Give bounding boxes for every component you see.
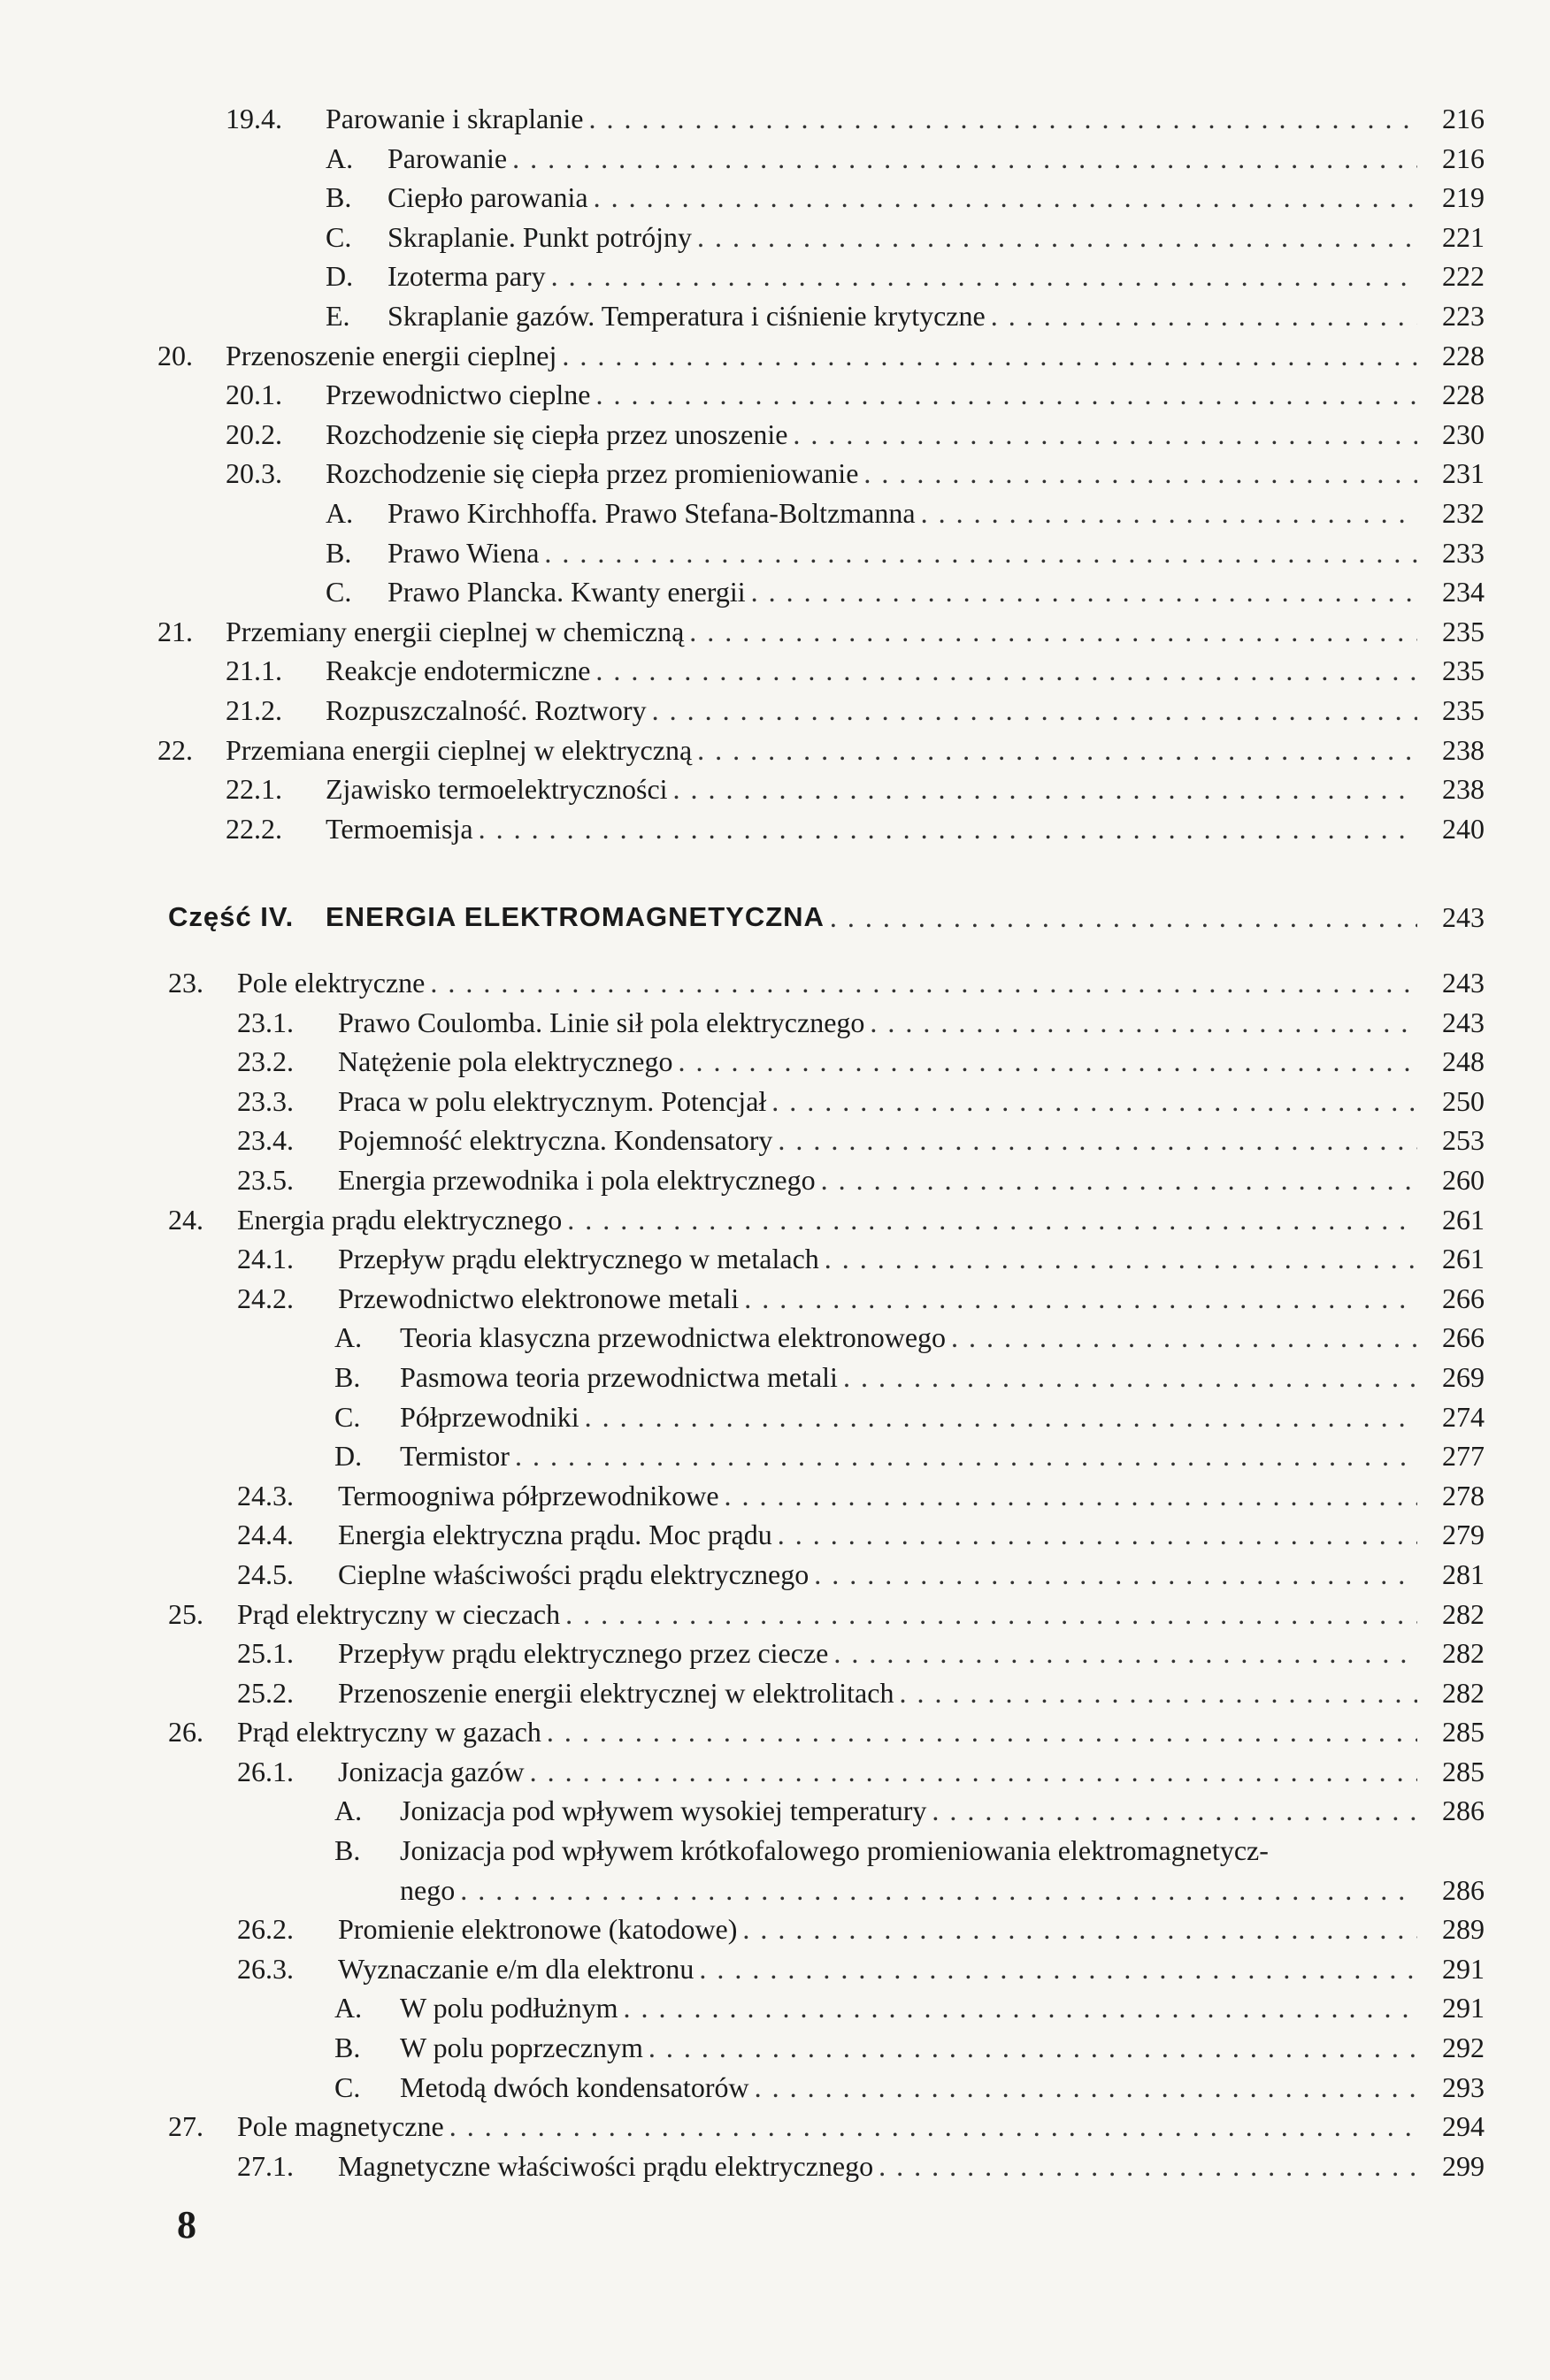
dot-leader: [684, 612, 1417, 652]
toc-entry-page: 253: [1442, 1124, 1485, 1157]
toc-entry-number: 23.3.: [237, 1084, 294, 1117]
toc-entry: [0, 1003, 1550, 1043]
toc-entry: [0, 1871, 1550, 1910]
toc-entry-title: Półprzewodniki: [400, 1400, 579, 1433]
toc-entry-number: A.: [334, 1795, 363, 1827]
toc-entry-page: 282: [1442, 1676, 1485, 1709]
toc-entry-number: C.: [334, 1400, 361, 1433]
toc-entry-page: 238: [1442, 733, 1485, 766]
toc-entry-title: Magnetyczne właściwości prądu elektrycznego: [338, 2149, 874, 2182]
toc-entry-number: 20.2.: [226, 417, 282, 450]
toc-entry: [0, 494, 1550, 533]
dot-leader: [525, 1752, 1417, 1792]
dot-leader: [455, 1871, 1417, 1910]
toc-entry-title: Pole elektryczne: [237, 967, 426, 999]
toc-entry-title: Energia przewodnika i pola elektrycznego: [338, 1163, 816, 1196]
toc-entry-title: Zjawisko termoelektryczności: [326, 773, 668, 806]
toc-entry-page: 292: [1442, 2032, 1485, 2064]
toc-entry: [0, 731, 1550, 770]
toc-part-heading: [0, 891, 1550, 944]
toc-entry-page: 240: [1442, 812, 1485, 845]
toc-entry-title: Przemiany energii cieplnej w chemiczną: [226, 615, 685, 647]
dot-leader: [816, 1160, 1417, 1200]
toc-entry-page: 235: [1442, 615, 1485, 647]
toc-entry-page: 250: [1442, 1084, 1485, 1117]
dot-leader: [643, 2028, 1417, 2068]
toc-entry-title: Termoemisja: [326, 812, 473, 845]
toc-entry-number: 25.: [168, 1597, 203, 1630]
toc-entry-title: Pole magnetyczne: [237, 2110, 444, 2143]
dot-leader: [787, 415, 1417, 455]
toc-entry-title: Cieplne właściwości prądu elektrycznego: [338, 1557, 810, 1590]
toc-entry-page: 231: [1442, 457, 1485, 490]
toc-entry-page: 233: [1442, 536, 1485, 569]
toc-entry-number: 23.: [168, 967, 203, 999]
toc-entry-page: 222: [1442, 260, 1485, 293]
dot-leader: [546, 256, 1417, 296]
toc-entry-page: 223: [1442, 299, 1485, 332]
toc-entry: [0, 651, 1550, 691]
toc-entry: [0, 1791, 1550, 1831]
toc-entry: [0, 769, 1550, 809]
toc-entry-page: 291: [1442, 1992, 1485, 2024]
toc-entry-page: 216: [1442, 142, 1485, 174]
page-number: 8: [177, 2203, 196, 2246]
toc-entry: [0, 1476, 1550, 1516]
toc-entry: [0, 1160, 1550, 1200]
toc-entry-title: Prawo Wiena: [388, 536, 540, 569]
toc-entry-number: E.: [326, 299, 350, 332]
toc-entry: [0, 809, 1550, 849]
dot-leader: [473, 809, 1417, 849]
toc-entry-number: B.: [334, 2032, 361, 2064]
toc-entry-number: 27.: [168, 2110, 203, 2143]
toc-entry-title: Praca w polu elektrycznym. Potencjał: [338, 1084, 767, 1117]
dot-leader: [556, 336, 1417, 376]
toc-entry: [0, 1279, 1550, 1319]
toc-entry-title: Izoterma pary: [388, 260, 546, 293]
toc-entry-page: 285: [1442, 1755, 1485, 1787]
toc-entry: [0, 415, 1550, 455]
toc-entry-number: A.: [334, 1992, 363, 2024]
toc-entry-number: 21.1.: [226, 654, 282, 687]
toc-entry-number: 24.1.: [237, 1243, 294, 1275]
dot-leader: [737, 1909, 1417, 1949]
toc-entry: [0, 691, 1550, 731]
toc-entry-page: 235: [1442, 693, 1485, 726]
toc-entry-number: 23.1.: [237, 1006, 294, 1038]
toc-entry: [0, 2107, 1550, 2147]
toc-entry-page: 260: [1442, 1163, 1485, 1196]
dot-leader: [583, 99, 1417, 139]
toc-entry-title: nego: [400, 1873, 456, 1906]
toc-entry-title: Rozchodzenie się ciepła przez unoszenie: [326, 417, 788, 450]
toc-section-part-iii: [0, 99, 1550, 848]
toc-entry-page: 282: [1442, 1637, 1485, 1670]
toc-entry-title: Jonizacja pod wpływem wysokiej temperatury: [400, 1795, 927, 1827]
toc-entry-number: 26.3.: [237, 1952, 294, 1985]
toc-entry-title: Rozchodzenie się ciepła przez promieniowanie: [326, 457, 859, 490]
toc-entry-page: 238: [1442, 773, 1485, 806]
toc-entry-number: 22.1.: [226, 773, 282, 806]
toc-entry-title: Natężenie pola elektrycznego: [338, 1045, 673, 1078]
toc-entry: [0, 533, 1550, 573]
dot-leader: [746, 572, 1417, 612]
toc-entry-page: 261: [1442, 1243, 1485, 1275]
dot-leader: [986, 296, 1417, 336]
dot-leader: [541, 1712, 1417, 1752]
toc-entry: [0, 2028, 1550, 2068]
toc-entry-page: 294: [1442, 2110, 1485, 2143]
toc-entry-number: 24.2.: [237, 1282, 294, 1314]
toc-entry-title: Termoogniwa półprzewodnikowe: [338, 1479, 719, 1511]
dot-leader: [579, 1397, 1417, 1437]
toc-entry-page: 261: [1442, 1203, 1485, 1236]
toc-entry-number: B.: [334, 1834, 361, 1867]
dot-leader: [618, 1988, 1418, 2028]
toc-entry-title: Rozpuszczalność. Roztwory: [326, 693, 647, 726]
toc-entry-number: B.: [326, 536, 352, 569]
toc-entry-title: Pojemność elektryczna. Kondensatory: [338, 1124, 773, 1157]
dot-leader: [873, 2147, 1417, 2186]
toc-entry-number: C.: [326, 576, 352, 608]
dot-leader: [772, 1121, 1417, 1160]
part-page: 243: [1442, 901, 1485, 933]
toc-entry-page: 221: [1442, 220, 1485, 253]
toc-entry-number: 23.5.: [237, 1163, 294, 1196]
toc-entry-number: 25.2.: [237, 1676, 294, 1709]
toc-entry-title: Promienie elektronowe (katodowe): [338, 1913, 738, 1946]
toc-entry-number: 27.1.: [237, 2149, 294, 2182]
toc-entry: [0, 1200, 1550, 1240]
toc-entry-page: 281: [1442, 1557, 1485, 1590]
toc-entry-page: 286: [1442, 1795, 1485, 1827]
toc-entry: [0, 1673, 1550, 1713]
toc-entry-number: D.: [326, 260, 354, 293]
dot-leader: [692, 218, 1417, 257]
toc-entry: [0, 1239, 1550, 1279]
toc-entry-number: 23.4.: [237, 1124, 294, 1157]
toc-entry: [0, 1988, 1550, 2028]
dot-leader: [590, 375, 1417, 415]
toc-entry-number: 24.3.: [237, 1479, 294, 1511]
toc-entry-number: 22.2.: [226, 812, 282, 845]
toc-section-part-iv: [0, 963, 1550, 2185]
toc-entry-page: 285: [1442, 1716, 1485, 1749]
toc-entry: [0, 572, 1550, 612]
toc-entry-number: 26.1.: [237, 1755, 294, 1787]
toc-entry-page: 230: [1442, 417, 1485, 450]
dot-leader: [507, 139, 1417, 179]
toc-entry-title: W polu poprzecznym: [400, 2032, 643, 2064]
dot-leader: [560, 1595, 1417, 1634]
toc-entry-page: 279: [1442, 1519, 1485, 1551]
toc-entry-number: 21.: [157, 615, 193, 647]
toc-entry-page: 234: [1442, 576, 1485, 608]
toc-entry-number: 23.2.: [237, 1045, 294, 1078]
toc-entry-title: Termistor: [400, 1440, 510, 1473]
toc-entry-number: D.: [334, 1440, 363, 1473]
toc-entry-title: Skraplanie gazów. Temperatura i ciśnienie krytyczne: [388, 299, 986, 332]
toc-entry-title: Ciepło parowania: [388, 181, 588, 214]
dot-leader: [694, 1949, 1417, 1989]
toc-entry-title: Jonizacja gazów: [338, 1755, 525, 1787]
dot-leader: [588, 178, 1417, 218]
dot-leader: [766, 1082, 1417, 1121]
part-label: Część IV.: [168, 901, 295, 932]
toc-entry: [0, 296, 1550, 336]
dot-leader: [819, 1239, 1417, 1279]
dot-leader: [539, 533, 1417, 573]
toc-entry-title: Prawo Coulomba. Linie sił pola elektrycznego: [338, 1006, 865, 1038]
dot-leader: [809, 1555, 1417, 1595]
toc-entry-page: 289: [1442, 1913, 1485, 1946]
toc-entry: [0, 1082, 1550, 1121]
toc-entry-title: Przemiana energii cieplnej w elektryczną: [226, 733, 693, 766]
dot-leader: [772, 1515, 1417, 1555]
toc-entry-number: 24.5.: [237, 1557, 294, 1590]
toc-entry-number: B.: [326, 181, 352, 214]
toc-entry: [0, 139, 1550, 179]
toc-entry-page: 277: [1442, 1440, 1485, 1473]
dot-leader: [864, 1003, 1417, 1043]
toc-entry: [0, 1712, 1550, 1752]
part-title: ENERGIA ELEKTROMAGNETYCZNA: [326, 901, 825, 932]
toc-entry: [0, 1595, 1550, 1634]
dot-leader: [647, 691, 1417, 731]
toc-entry-title: Parowanie i skraplanie: [326, 103, 584, 134]
toc-entry-page: 269: [1442, 1360, 1485, 1393]
toc-entry: [0, 218, 1550, 257]
dot-leader: [510, 1436, 1417, 1476]
toc-entry-title: Energia prądu elektrycznego: [237, 1203, 563, 1236]
toc-entry-page: 248: [1442, 1045, 1485, 1078]
toc-entry: [0, 1909, 1550, 1949]
toc-entry-page: 228: [1442, 379, 1485, 411]
toc-entry: [0, 99, 1550, 139]
toc-entry: [0, 454, 1550, 494]
toc-entry-title: Energia elektryczna prądu. Moc prądu: [338, 1519, 772, 1551]
toc-entry-title: W polu podłużnym: [400, 1992, 618, 2024]
toc-entry-number: 20.: [157, 339, 193, 371]
toc-entry-page: 243: [1442, 967, 1485, 999]
toc-entry-title: Teoria klasyczna przewodnictwa elektronowego: [400, 1321, 947, 1354]
toc-entry: [0, 963, 1550, 1003]
toc-entry: [0, 1318, 1550, 1358]
dot-leader: [425, 963, 1417, 1003]
toc-entry-page: 228: [1442, 339, 1485, 371]
toc-entry-title: Metodą dwóch kondensatorów: [400, 2070, 749, 2103]
toc-entry-number: C.: [334, 2070, 361, 2103]
toc-entry-number: A.: [326, 142, 354, 174]
toc-entry-title: Wyznaczanie e/m dla elektronu: [338, 1952, 694, 1985]
toc-entry: [0, 2147, 1550, 2186]
toc-entry-number: 20.1.: [226, 379, 282, 411]
toc-entry-number: A.: [326, 496, 354, 529]
dot-leader: [828, 1634, 1417, 1673]
toc-entry-number: B.: [334, 1360, 361, 1393]
toc-entry-title: Przewodnictwo cieplne: [326, 379, 591, 411]
toc-entry-title: Prąd elektryczny w cieczach: [237, 1597, 561, 1630]
dot-leader: [719, 1476, 1417, 1516]
dot-leader: [590, 651, 1417, 691]
toc-entry: [0, 1949, 1550, 1989]
toc-entry-title: Jonizacja pod wpływem krótkofalowego promieniowania elektromagnetycz-: [400, 1834, 1269, 1867]
toc-entry: [0, 336, 1550, 376]
toc-entry-number: 24.: [168, 1203, 203, 1236]
toc-entry: [0, 1121, 1550, 1160]
toc-entry-title: Prąd elektryczny w gazach: [237, 1716, 541, 1749]
toc-entry-title: Przewodnictwo elektronowe metali: [338, 1282, 740, 1314]
toc-entry: [0, 1042, 1550, 1082]
toc-entry-number: A.: [334, 1321, 363, 1354]
toc-entry-page: 286: [1442, 1873, 1485, 1906]
dot-leader: [894, 1673, 1417, 1713]
dot-leader: [668, 769, 1417, 809]
toc-entry-page: 216: [1442, 103, 1485, 134]
toc-entry-title: Przepływ prądu elektrycznego przez ciecze: [338, 1637, 829, 1670]
dot-leader: [444, 2107, 1417, 2147]
toc-entry-number: 26.: [168, 1716, 203, 1749]
toc-entry-title: Parowanie: [388, 142, 508, 174]
toc-entry-title: Skraplanie. Punkt potrójny: [388, 220, 692, 253]
toc-entry-page: 235: [1442, 654, 1485, 687]
toc-entry-title: Prawo Kirchhoffa. Prawo Stefana-Boltzmanna: [388, 496, 916, 529]
dot-leader: [562, 1200, 1417, 1240]
toc-entry-page: 282: [1442, 1597, 1485, 1630]
dot-leader: [672, 1042, 1417, 1082]
toc-entry-number: 24.4.: [237, 1519, 294, 1551]
dot-leader: [926, 1791, 1417, 1831]
toc-entry-title: Przenoszenie energii cieplnej: [226, 339, 557, 371]
dot-leader: [749, 2068, 1417, 2108]
toc-entry-title: Pasmowa teoria przewodnictwa metali: [400, 1360, 838, 1393]
toc-entry: [0, 1358, 1550, 1397]
toc-entry-number: 20.3.: [226, 457, 282, 490]
toc-entry-page: 232: [1442, 496, 1485, 529]
toc-entry-title: Przepływ prądu elektrycznego w metalach: [338, 1243, 819, 1275]
toc-entry: [0, 1515, 1550, 1555]
toc-entry-title: Przenoszenie energii elektrycznej w elektrolitach: [338, 1676, 894, 1709]
toc-entry: [0, 1634, 1550, 1673]
dot-leader: [825, 891, 1417, 944]
toc-entry-page: 293: [1442, 2070, 1485, 2103]
toc-entry-title: Reakcje endotermiczne: [326, 654, 591, 687]
toc-entry-number: C.: [326, 220, 352, 253]
toc-entry-number: 19.4.: [226, 103, 282, 134]
toc-entry-page: 299: [1442, 2149, 1485, 2182]
toc-entry: [0, 1752, 1550, 1792]
dot-leader: [858, 454, 1417, 494]
toc-entry-number: 22.: [157, 733, 193, 766]
toc-entry: [0, 178, 1550, 218]
toc-entry-page: 266: [1442, 1321, 1485, 1354]
toc-entry-page: 274: [1442, 1400, 1485, 1433]
toc-entry: [0, 1436, 1550, 1476]
toc-entry: [0, 1397, 1550, 1437]
toc-entry-page: 291: [1442, 1952, 1485, 1985]
toc-entry: [0, 612, 1550, 652]
dot-leader: [946, 1318, 1417, 1358]
toc-entry: [0, 256, 1550, 296]
toc-entry-number: 21.2.: [226, 693, 282, 726]
toc-entry-title: Prawo Plancka. Kwanty energii: [388, 576, 746, 608]
dot-leader: [916, 494, 1417, 533]
toc-entry-page: 243: [1442, 1006, 1485, 1038]
toc-entry: [0, 1555, 1550, 1595]
toc-entry: [0, 2068, 1550, 2108]
dot-leader: [692, 731, 1417, 770]
toc-entry-number: 25.1.: [237, 1637, 294, 1670]
dot-leader: [838, 1358, 1417, 1397]
toc-entry-page: 219: [1442, 181, 1485, 214]
dot-leader: [739, 1279, 1417, 1319]
toc-entry-page: 266: [1442, 1282, 1485, 1314]
toc-entry-page: 278: [1442, 1479, 1485, 1511]
toc-entry-number: 26.2.: [237, 1913, 294, 1946]
toc-entry: [0, 375, 1550, 415]
toc-entry: [0, 1831, 1550, 1871]
